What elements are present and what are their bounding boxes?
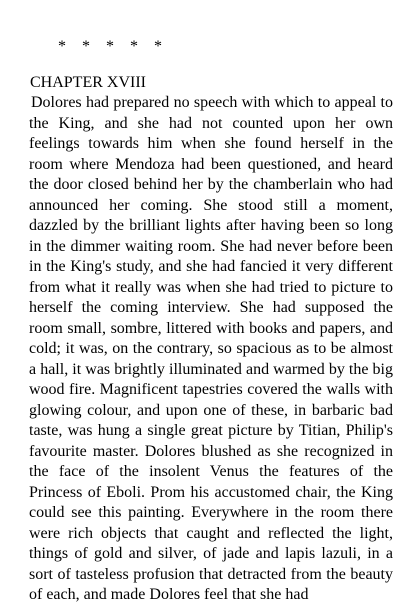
body-paragraph: Dolores had prepared no speech with which to appeal to the King, and she had not counted upon her own feelings towards him when she found herself in the room where Mendoza had been questioned, and heard the door closed behind her by the chamberlain who had announced her coming. She stood still a moment, dazzled by the brilliant lights after having been so long in the dimmer waiting room. She had never before been in the King's study, and she had fancied it very different from what it really was when she had tried to picture to herself the coming interview. She had supposed the room small, sombre, littered with books and papers, and cold; it was, on the contrary, so spacious as to be almost a hall, it was brightly illuminated and warmed by the big wood fire. Magnificent tapestries covered the walls with glowing colour, and upon one of these, in barbaric bad taste, was hung a single great picture by Titian, Philip's favourite master. Dolores blushed as she recognized in the face of the insolent Venus the features of the Princess of Eboli. Prom his accustomed chair, the King could see this painting. Everywhere in the room there were rich objects that caught and reflected the light, things of gold and silver, of jade and lapis lazuli, in a sort of tasteless profusion that detracted from the beauty of each, and made Dolores feel that she had (29, 94, 393, 603)
chapter-title: CHAPTER XVIII (30, 74, 146, 91)
section-separator: * * * * * (58, 38, 162, 55)
